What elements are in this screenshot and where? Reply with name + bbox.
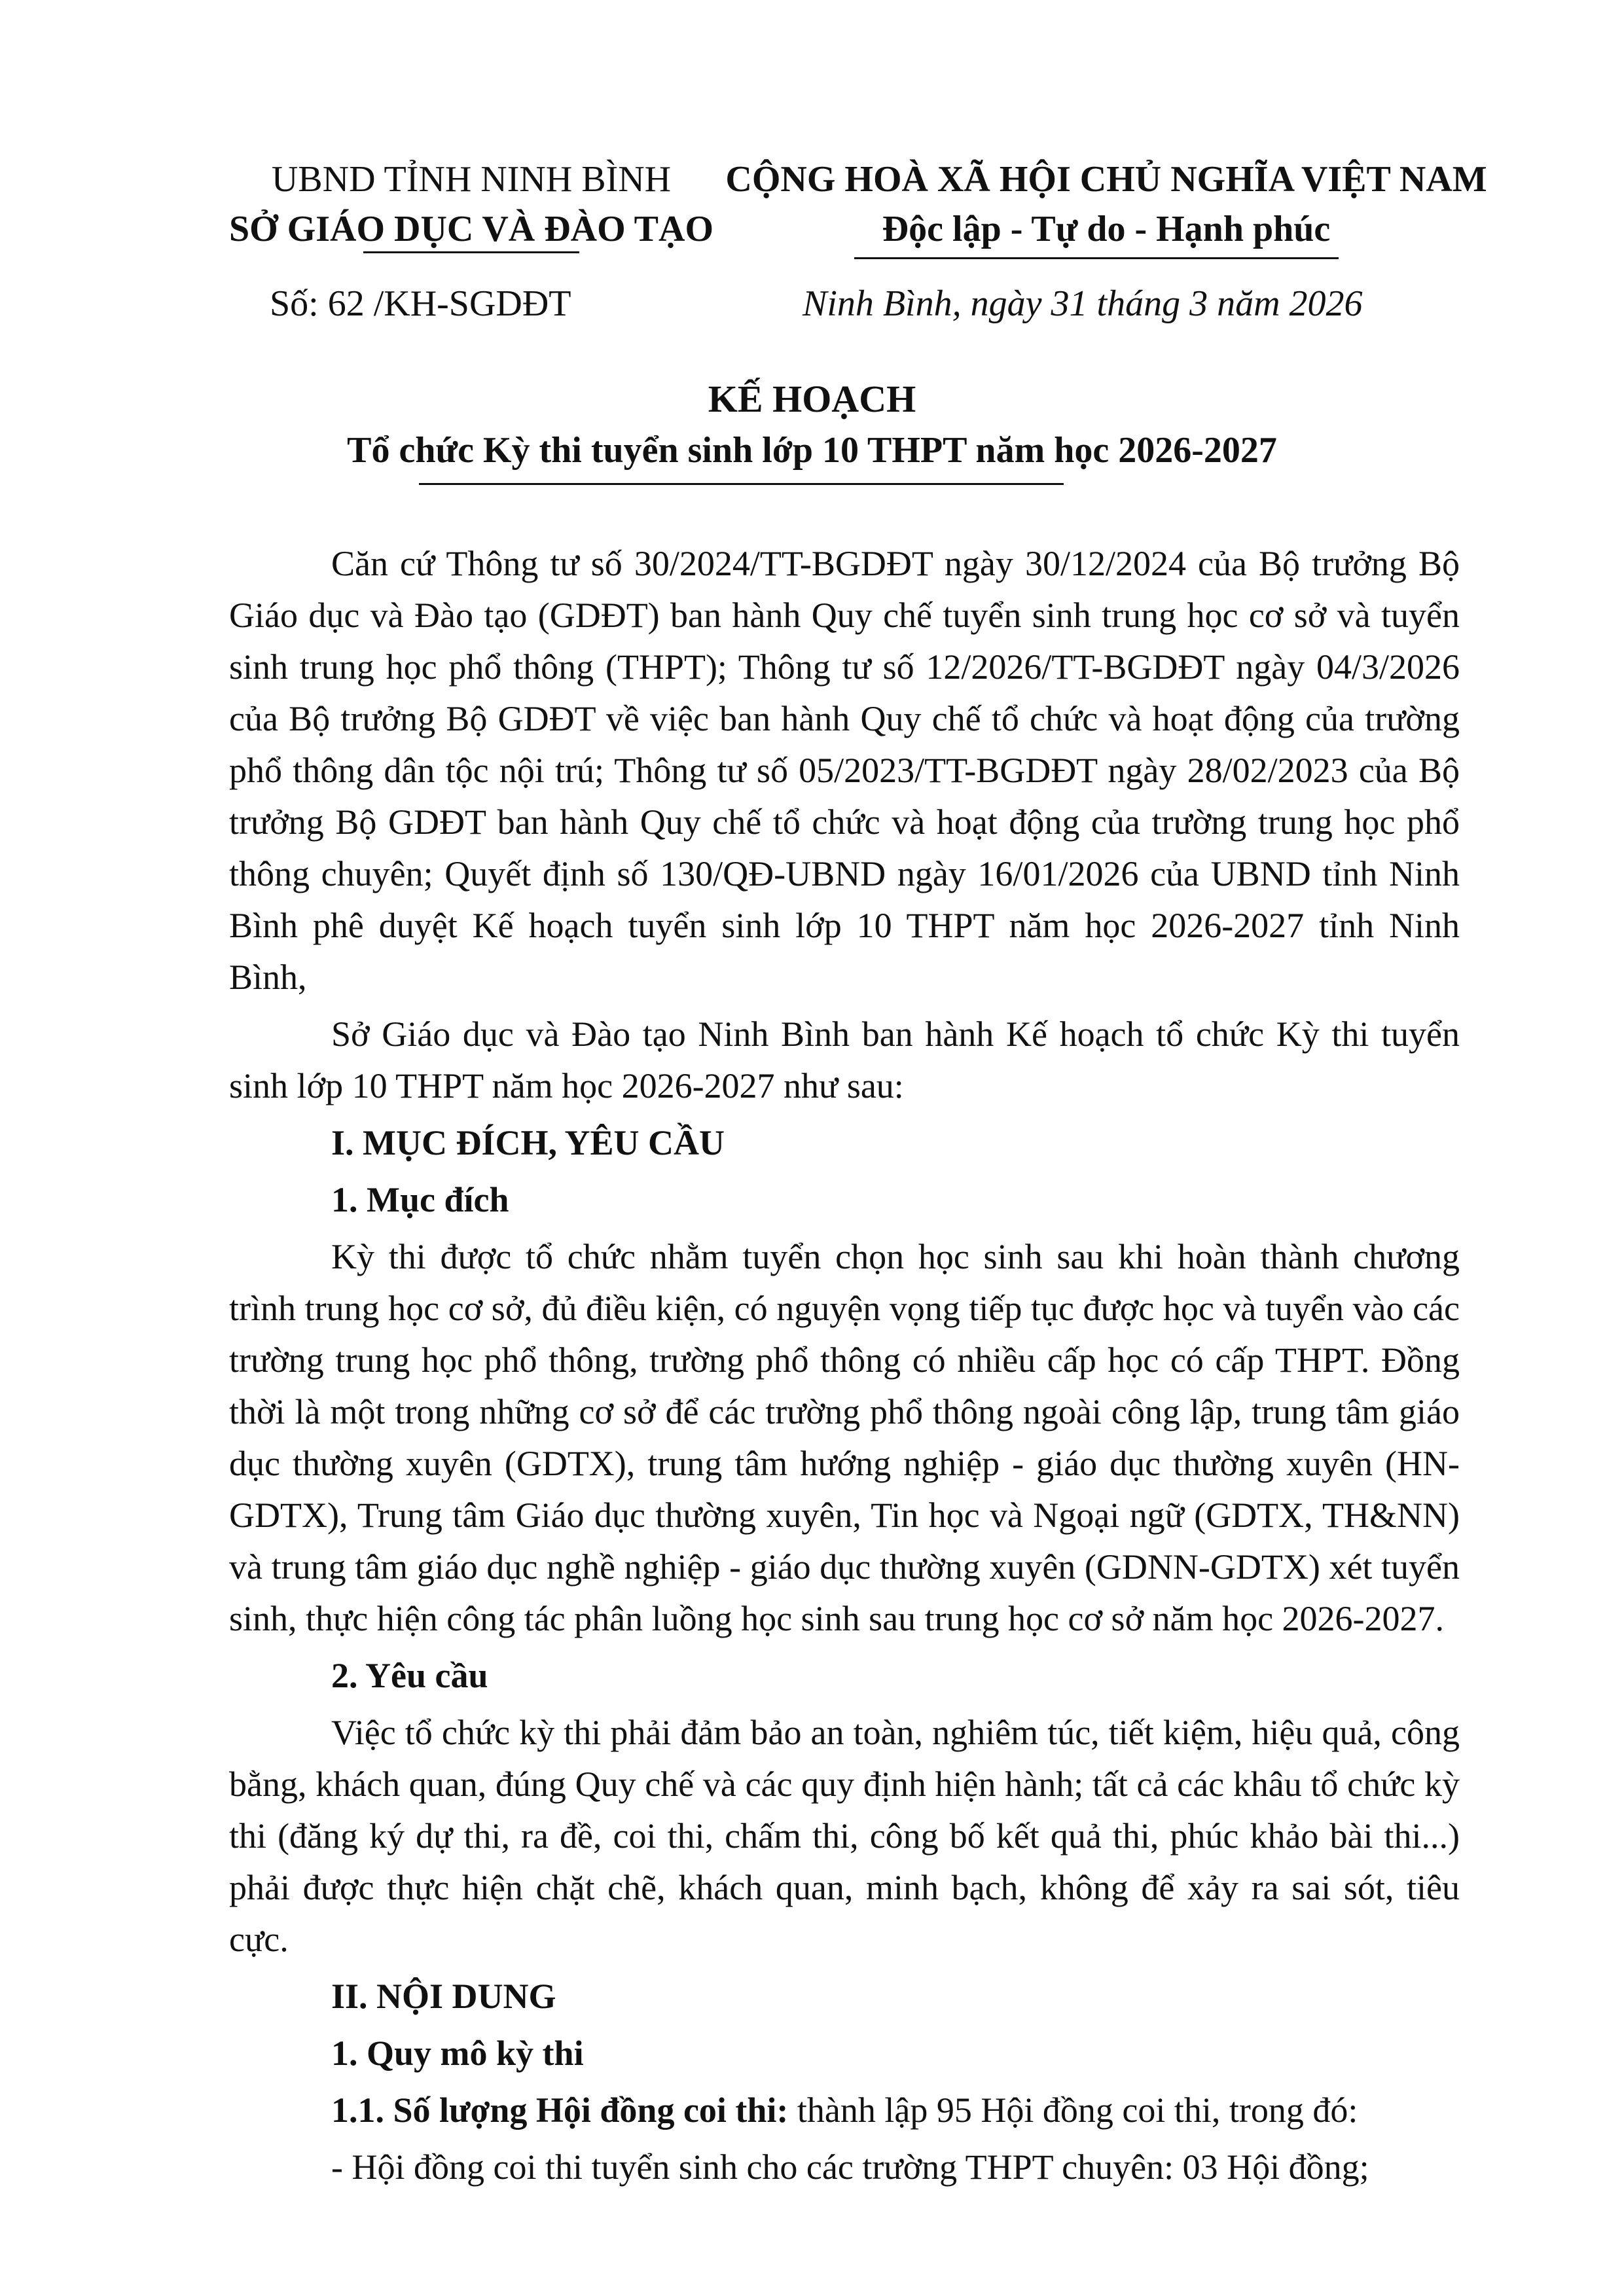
agency-name: SỞ GIÁO DỤC VÀ ĐÀO TẠO [228, 209, 714, 249]
legal-basis-paragraph: Căn cứ Thông tư số 30/2024/TT-BGDĐT ngày 30/12/2024 của Bộ trưởng Bộ Giáo dục và Đào tạo (GDĐT) ban hành Quy chế tuyển sinh trung học cơ sở và tuyển sinh trung học phổ thông (THPT); Thông tư số 12/2026/TT-BGDĐT ngày 04/3/2026 của Bộ trưởng Bộ GDĐT về việc ban hành Quy chế tổ chức và hoạt động của trường phổ thông dân tộc nội trú; Thông tư số 05/2023/TT-BGDĐT ngày 28/02/2023 của Bộ trưởng Bộ GDĐT ban hành Quy chế tổ chức và hoạt động của trường trung học phổ thông chuyên; Quyết định số 130/QĐ-UBND ngày 16/01/2026 của UBND tỉnh Ninh Bình phê duyệt Kế hoạch tuyển sinh lớp 10 THPT năm học 2026-2027 tỉnh Ninh Bình, [229, 544, 1460, 997]
requirements-paragraph: Việc tổ chức kỳ thi phải đảm bảo an toàn, nghiêm túc, tiết kiệm, hiệu quả, công bằng, khách quan, đúng Quy chế và các quy định hiện hành; tất cả các khâu tổ chức kỳ thi (đăng ký dự thi, ra đề, coi thi, chấm thi, công bố kết quả thi, phúc khảo bài thi...) phải được thực hiện chặt chẽ, khách quan, minh bạch, không để xảy ra sai sót, tiêu cực. [229, 1713, 1460, 1959]
section-heading-1: I. MỤC ĐÍCH, YÊU CẦU [331, 1123, 725, 1162]
council-count-text: thành lập 95 Hội đồng coi thi, trong đó: [788, 2090, 1358, 2130]
motto: Độc lập - Tự do - Hạnh phúc [882, 209, 1331, 249]
subsection-heading-purpose: 1. Mục đích [331, 1180, 509, 1219]
agency-underline [363, 251, 579, 253]
purpose-paragraph: Kỳ thi được tổ chức nhằm tuyển chọn học sinh sau khi hoàn thành chương trình trung học cơ sở, đủ điều kiện, có nguyện vọng tiếp tục được học và tuyển vào các trường trung học phổ thông, trường phổ thông có nhiều cấp học có cấp THPT. Đồng thời là một trong những cơ sở để các trường phổ thông ngoài công lập, trung tâm giáo dục thường xuyên (GDTX), trung tâm hướng nghiệp - giáo dục thường xuyên (HN-GDTX), Trung tâm Giáo dục thường xuyên, Tin học và Ngoại ngữ (GDTX, TH&NN) và trung tâm giáo dục nghề nghiệp - giáo dục thường xuyên (GDNN-GDTX) xét tuyển sinh, thực hiện công tác phân luồng học sinh sau trung học cơ sở năm học 2026-2027. [229, 1237, 1460, 1638]
council-count-label: 1.1. Số lượng Hội đồng coi thi: [331, 2090, 789, 2130]
country-name: CỘNG HOÀ XÃ HỘI CHỦ NGHĨA VIỆT NAM [725, 159, 1487, 200]
subsection-heading-requirements: 2. Yêu cầu [331, 1656, 488, 1695]
section-heading-2: II. NỘI DUNG [331, 1977, 556, 2016]
document-type: KẾ HOẠCH [708, 378, 916, 420]
agency-parent: UBND TỈNH NINH BÌNH [271, 159, 672, 200]
document-number: Số: 62 /KH-SGDĐT [270, 283, 571, 324]
list-item: - Hội đồng coi thi tuyển sinh cho các trường THPT chuyên: 03 Hội đồng; [331, 2147, 1369, 2187]
subsection-heading-scale: 1. Quy mô kỳ thi [331, 2034, 584, 2073]
issuing-agency [223, 154, 720, 254]
document-date: Ninh Bình, ngày 31 tháng 3 năm 2026 [803, 283, 1363, 324]
title-underline [419, 483, 1064, 485]
document-subject: Tổ chức Kỳ thi tuyển sinh lớp 10 THPT năm học 2026-2027 [347, 430, 1277, 471]
issuance-paragraph: Sở Giáo dục và Đào tạo Ninh Bình ban hành Kế hoạch tổ chức Kỳ thi tuyển sinh lớp 10 THPT năm học 2026-2027 như sau: [229, 1014, 1460, 1105]
document-body [229, 538, 1460, 2198]
motto-underline [854, 257, 1339, 259]
national-motto [720, 154, 1492, 254]
council-count-line [331, 2085, 1460, 2136]
